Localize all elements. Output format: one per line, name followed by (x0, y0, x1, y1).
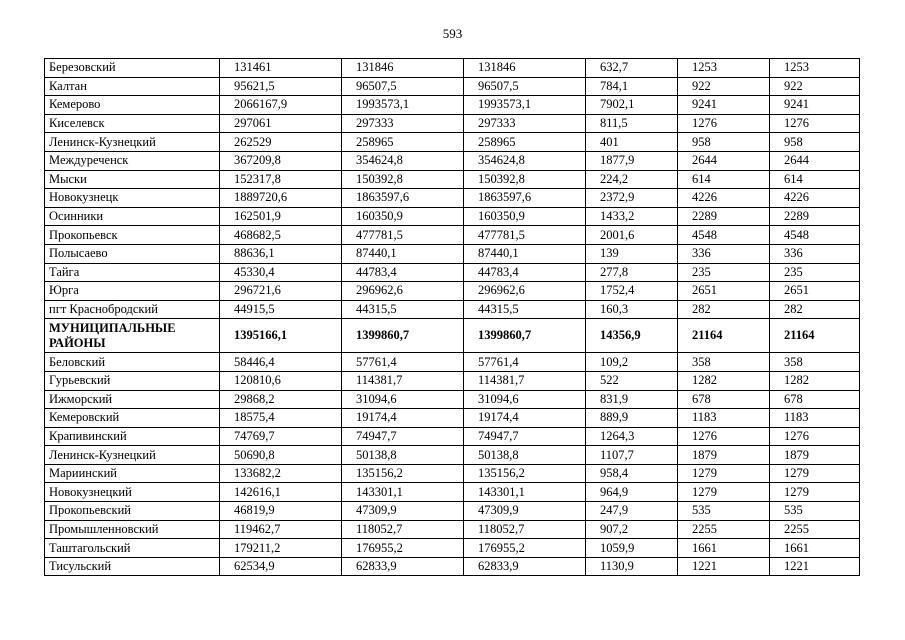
value-cell-col-2: 160350,9 (342, 207, 464, 226)
value-cell-col-6: 1282 (770, 371, 860, 390)
value-cell-col-4: 2001,6 (586, 226, 678, 245)
value-cell-col-5: 21164 (678, 319, 770, 353)
value-cell-col-6: 1276 (770, 427, 860, 446)
table-row (45, 263, 860, 282)
value-cell-col-5: 1183 (678, 409, 770, 428)
value-cell-col-3: 74947,7 (464, 427, 586, 446)
row-name-cell: Юрга (45, 282, 220, 301)
value-cell-col-1: 119462,7 (220, 520, 342, 539)
value-cell-col-2: 87440,1 (342, 244, 464, 263)
value-cell-col-3: 44315,5 (464, 300, 586, 319)
value-cell-col-5: 2651 (678, 282, 770, 301)
value-cell-col-4: 1059,9 (586, 539, 678, 558)
value-cell-col-6: 282 (770, 300, 860, 319)
row-name-cell: Новокузнецкий (45, 483, 220, 502)
value-cell-col-6: 1221 (770, 557, 860, 576)
value-cell-col-6: 2644 (770, 151, 860, 170)
value-cell-col-4: 109,2 (586, 353, 678, 372)
value-cell-col-1: 367209,8 (220, 151, 342, 170)
value-cell-col-2: 50138,8 (342, 446, 464, 465)
value-cell-col-5: 1282 (678, 371, 770, 390)
value-cell-col-6: 1879 (770, 446, 860, 465)
value-cell-col-3: 47309,9 (464, 502, 586, 521)
value-cell-col-5: 678 (678, 390, 770, 409)
table-row (45, 282, 860, 301)
value-cell-col-4: 277,8 (586, 263, 678, 282)
value-cell-col-1: 152317,8 (220, 170, 342, 189)
value-cell-col-6: 358 (770, 353, 860, 372)
row-name-cell: Киселевск (45, 114, 220, 133)
value-cell-col-5: 9241 (678, 96, 770, 115)
value-cell-col-6: 2289 (770, 207, 860, 226)
value-cell-col-2: 19174,4 (342, 409, 464, 428)
value-cell-col-2: 135156,2 (342, 464, 464, 483)
value-cell-col-6: 336 (770, 244, 860, 263)
value-cell-col-1: 1395166,1 (220, 319, 342, 353)
value-cell-col-4: 958,4 (586, 464, 678, 483)
value-cell-col-6: 1276 (770, 114, 860, 133)
value-cell-col-5: 922 (678, 77, 770, 96)
value-cell-col-4: 247,9 (586, 502, 678, 521)
value-cell-col-6: 4548 (770, 226, 860, 245)
value-cell-col-1: 88636,1 (220, 244, 342, 263)
row-name-cell: Калтан (45, 77, 220, 96)
value-cell-col-6: 922 (770, 77, 860, 96)
value-cell-col-5: 2289 (678, 207, 770, 226)
value-cell-col-5: 282 (678, 300, 770, 319)
row-name-cell: Ленинск-Кузнецкий (45, 446, 220, 465)
value-cell-col-6: 614 (770, 170, 860, 189)
value-cell-col-3: 19174,4 (464, 409, 586, 428)
value-cell-col-3: 258965 (464, 133, 586, 152)
value-cell-col-5: 1221 (678, 557, 770, 576)
table-row (45, 207, 860, 226)
value-cell-col-1: 162501,9 (220, 207, 342, 226)
value-cell-col-1: 50690,8 (220, 446, 342, 465)
value-cell-col-5: 358 (678, 353, 770, 372)
value-cell-col-4: 1130,9 (586, 557, 678, 576)
value-cell-col-6: 1279 (770, 464, 860, 483)
table-row-total (45, 319, 860, 353)
row-name-cell: Березовский (45, 59, 220, 78)
value-cell-col-4: 632,7 (586, 59, 678, 78)
value-cell-col-5: 1276 (678, 114, 770, 133)
value-cell-col-1: 62534,9 (220, 557, 342, 576)
value-cell-col-6: 678 (770, 390, 860, 409)
value-cell-col-5: 1661 (678, 539, 770, 558)
value-cell-col-3: 57761,4 (464, 353, 586, 372)
value-cell-col-2: 477781,5 (342, 226, 464, 245)
row-name-cell: Новокузнецк (45, 189, 220, 208)
value-cell-col-2: 62833,9 (342, 557, 464, 576)
value-cell-col-5: 4226 (678, 189, 770, 208)
value-cell-col-2: 31094,6 (342, 390, 464, 409)
value-cell-col-2: 1863597,6 (342, 189, 464, 208)
row-name-cell: Беловский (45, 353, 220, 372)
value-cell-col-6: 4226 (770, 189, 860, 208)
value-cell-col-5: 2255 (678, 520, 770, 539)
row-name-cell: Прокопьевский (45, 502, 220, 521)
row-name-cell: МУНИЦИПАЛЬНЫЕ РАЙОНЫ (45, 319, 220, 353)
table-row (45, 300, 860, 319)
table-row (45, 371, 860, 390)
value-cell-col-6: 2255 (770, 520, 860, 539)
value-cell-col-4: 2372,9 (586, 189, 678, 208)
value-cell-col-2: 74947,7 (342, 427, 464, 446)
value-cell-col-3: 96507,5 (464, 77, 586, 96)
value-cell-col-1: 142616,1 (220, 483, 342, 502)
value-cell-col-2: 1993573,1 (342, 96, 464, 115)
table-body (45, 59, 860, 576)
value-cell-col-4: 907,2 (586, 520, 678, 539)
value-cell-col-2: 96507,5 (342, 77, 464, 96)
value-cell-col-3: 297333 (464, 114, 586, 133)
value-cell-col-2: 176955,2 (342, 539, 464, 558)
table-row (45, 77, 860, 96)
table-row (45, 520, 860, 539)
value-cell-col-1: 2066167,9 (220, 96, 342, 115)
value-cell-col-3: 31094,6 (464, 390, 586, 409)
value-cell-col-2: 150392,8 (342, 170, 464, 189)
row-name-cell: Гурьевский (45, 371, 220, 390)
value-cell-col-4: 224,2 (586, 170, 678, 189)
table-row (45, 557, 860, 576)
value-cell-col-4: 522 (586, 371, 678, 390)
value-cell-col-6: 1661 (770, 539, 860, 558)
row-name-cell: Тайга (45, 263, 220, 282)
value-cell-col-6: 958 (770, 133, 860, 152)
value-cell-col-4: 139 (586, 244, 678, 263)
row-name-cell: Прокопьевск (45, 226, 220, 245)
value-cell-col-3: 1993573,1 (464, 96, 586, 115)
value-cell-col-4: 160,3 (586, 300, 678, 319)
row-name-cell: Таштагольский (45, 539, 220, 558)
table-row (45, 133, 860, 152)
value-cell-col-3: 87440,1 (464, 244, 586, 263)
value-cell-col-1: 179211,2 (220, 539, 342, 558)
table-row (45, 151, 860, 170)
value-cell-col-1: 468682,5 (220, 226, 342, 245)
value-cell-col-6: 2651 (770, 282, 860, 301)
value-cell-col-3: 62833,9 (464, 557, 586, 576)
row-name-cell: Крапивинский (45, 427, 220, 446)
value-cell-col-4: 889,9 (586, 409, 678, 428)
table-row (45, 539, 860, 558)
table-row (45, 114, 860, 133)
value-cell-col-5: 1879 (678, 446, 770, 465)
value-cell-col-2: 57761,4 (342, 353, 464, 372)
value-cell-col-4: 964,9 (586, 483, 678, 502)
value-cell-col-3: 1399860,7 (464, 319, 586, 353)
table-row (45, 170, 860, 189)
row-name-cell: Тисульский (45, 557, 220, 576)
value-cell-col-6: 1183 (770, 409, 860, 428)
row-name-cell: пгт Краснобродский (45, 300, 220, 319)
table-row (45, 244, 860, 263)
value-cell-col-1: 95621,5 (220, 77, 342, 96)
table-row (45, 59, 860, 78)
value-cell-col-1: 133682,2 (220, 464, 342, 483)
value-cell-col-3: 160350,9 (464, 207, 586, 226)
value-cell-col-1: 58446,4 (220, 353, 342, 372)
value-cell-col-5: 1276 (678, 427, 770, 446)
value-cell-col-3: 143301,1 (464, 483, 586, 502)
value-cell-col-5: 1253 (678, 59, 770, 78)
data-table (44, 58, 860, 576)
table-row (45, 409, 860, 428)
value-cell-col-4: 811,5 (586, 114, 678, 133)
table-row (45, 226, 860, 245)
value-cell-col-6: 9241 (770, 96, 860, 115)
value-cell-col-2: 296962,6 (342, 282, 464, 301)
value-cell-col-2: 1399860,7 (342, 319, 464, 353)
row-name-cell: Промышленновский (45, 520, 220, 539)
value-cell-col-1: 45330,4 (220, 263, 342, 282)
table-row (45, 464, 860, 483)
value-cell-col-2: 47309,9 (342, 502, 464, 521)
value-cell-col-1: 1889720,6 (220, 189, 342, 208)
value-cell-col-3: 354624,8 (464, 151, 586, 170)
table-row (45, 353, 860, 372)
row-name-cell: Кемерово (45, 96, 220, 115)
row-name-cell: Междуреченск (45, 151, 220, 170)
value-cell-col-6: 1279 (770, 483, 860, 502)
value-cell-col-3: 118052,7 (464, 520, 586, 539)
value-cell-col-5: 4548 (678, 226, 770, 245)
value-cell-col-1: 74769,7 (220, 427, 342, 446)
value-cell-col-6: 1253 (770, 59, 860, 78)
value-cell-col-4: 784,1 (586, 77, 678, 96)
value-cell-col-3: 135156,2 (464, 464, 586, 483)
value-cell-col-1: 262529 (220, 133, 342, 152)
value-cell-col-5: 958 (678, 133, 770, 152)
value-cell-col-3: 150392,8 (464, 170, 586, 189)
value-cell-col-5: 336 (678, 244, 770, 263)
row-name-cell: Мыски (45, 170, 220, 189)
value-cell-col-1: 120810,6 (220, 371, 342, 390)
row-name-cell: Мариинский (45, 464, 220, 483)
value-cell-col-3: 1863597,6 (464, 189, 586, 208)
value-cell-col-1: 297061 (220, 114, 342, 133)
value-cell-col-4: 401 (586, 133, 678, 152)
table-row (45, 446, 860, 465)
value-cell-col-2: 297333 (342, 114, 464, 133)
value-cell-col-4: 1752,4 (586, 282, 678, 301)
value-cell-col-1: 29868,2 (220, 390, 342, 409)
value-cell-col-6: 235 (770, 263, 860, 282)
value-cell-col-1: 131461 (220, 59, 342, 78)
value-cell-col-2: 131846 (342, 59, 464, 78)
value-cell-col-5: 614 (678, 170, 770, 189)
row-name-cell: Кемеровский (45, 409, 220, 428)
row-name-cell: Ленинск-Кузнецкий (45, 133, 220, 152)
value-cell-col-4: 1433,2 (586, 207, 678, 226)
value-cell-col-3: 114381,7 (464, 371, 586, 390)
value-cell-col-3: 296962,6 (464, 282, 586, 301)
value-cell-col-1: 296721,6 (220, 282, 342, 301)
row-name-cell: Ижморский (45, 390, 220, 409)
value-cell-col-3: 131846 (464, 59, 586, 78)
value-cell-col-5: 1279 (678, 464, 770, 483)
value-cell-col-4: 14356,9 (586, 319, 678, 353)
value-cell-col-2: 118052,7 (342, 520, 464, 539)
value-cell-col-1: 18575,4 (220, 409, 342, 428)
value-cell-col-4: 1877,9 (586, 151, 678, 170)
value-cell-col-2: 114381,7 (342, 371, 464, 390)
table-row (45, 96, 860, 115)
value-cell-col-6: 21164 (770, 319, 860, 353)
value-cell-col-3: 50138,8 (464, 446, 586, 465)
table-row (45, 390, 860, 409)
value-cell-col-3: 176955,2 (464, 539, 586, 558)
value-cell-col-4: 831,9 (586, 390, 678, 409)
value-cell-col-4: 1107,7 (586, 446, 678, 465)
table-row (45, 502, 860, 521)
value-cell-col-2: 44783,4 (342, 263, 464, 282)
value-cell-col-2: 44315,5 (342, 300, 464, 319)
value-cell-col-1: 44915,5 (220, 300, 342, 319)
table-row (45, 427, 860, 446)
page-number: 593 (442, 26, 463, 41)
value-cell-col-2: 258965 (342, 133, 464, 152)
value-cell-col-5: 2644 (678, 151, 770, 170)
value-cell-col-4: 7902,1 (586, 96, 678, 115)
value-cell-col-6: 535 (770, 502, 860, 521)
value-cell-col-5: 535 (678, 502, 770, 521)
value-cell-col-2: 354624,8 (342, 151, 464, 170)
value-cell-col-3: 44783,4 (464, 263, 586, 282)
table-row (45, 483, 860, 502)
value-cell-col-5: 1279 (678, 483, 770, 502)
value-cell-col-3: 477781,5 (464, 226, 586, 245)
value-cell-col-2: 143301,1 (342, 483, 464, 502)
table-row (45, 189, 860, 208)
row-name-cell: Полысаево (45, 244, 220, 263)
value-cell-col-1: 46819,9 (220, 502, 342, 521)
value-cell-col-4: 1264,3 (586, 427, 678, 446)
value-cell-col-5: 235 (678, 263, 770, 282)
row-name-cell: Осинники (45, 207, 220, 226)
